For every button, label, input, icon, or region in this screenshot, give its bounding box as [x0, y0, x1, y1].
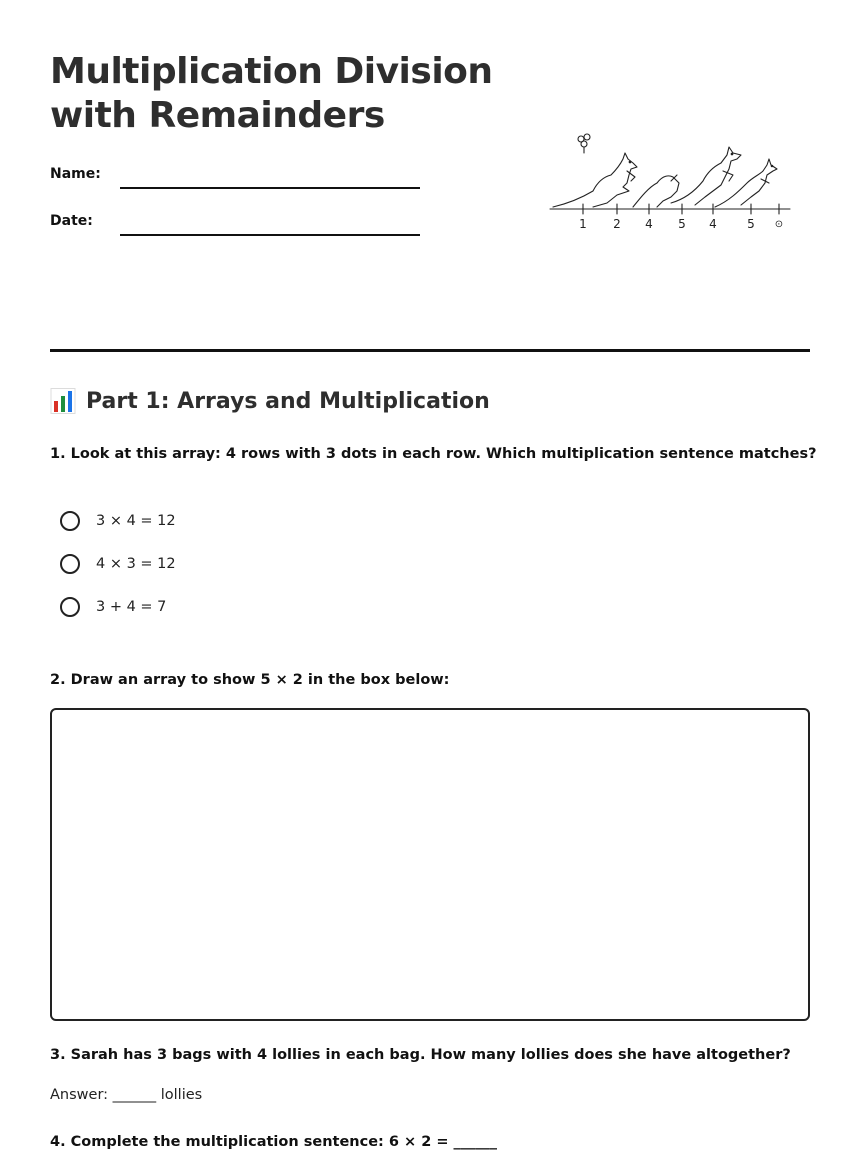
date-field[interactable] — [120, 234, 420, 236]
kangaroo-icon — [715, 159, 777, 207]
part1-heading — [50, 388, 490, 414]
number-line-label: 4 — [645, 217, 653, 231]
name-field[interactable] — [120, 187, 420, 189]
option-label: 3 + 4 = 7 — [96, 599, 167, 615]
option-3[interactable] — [60, 597, 166, 617]
number-line-label: 5 — [678, 217, 686, 231]
radio-button[interactable] — [60, 511, 80, 531]
kangaroo-icon — [671, 147, 741, 205]
part1-title: Part 1: Arrays and Multiplication — [86, 388, 490, 414]
section-divider — [50, 349, 810, 352]
number-line-label: 1 — [579, 217, 587, 231]
number-line-label: 5 — [747, 217, 755, 231]
number-line-label: 4 — [709, 217, 717, 231]
date-label: Date: — [50, 213, 93, 229]
flower-icon — [578, 134, 590, 153]
kangaroo-icon — [553, 153, 637, 207]
answer-field[interactable]: Answer: ______ lollies — [50, 1087, 203, 1103]
number-line-label: 2 — [613, 217, 621, 231]
name-label: Name: — [50, 166, 101, 182]
drawing-box[interactable] — [50, 708, 810, 1021]
option-label: 3 × 4 = 12 — [96, 513, 176, 529]
option-1[interactable] — [60, 511, 176, 531]
page-title — [50, 50, 493, 138]
number-line-label: ⊙ — [774, 219, 784, 230]
title-line-1: Multiplication Division — [50, 51, 493, 92]
question-2: 2. Draw an array to show 5 × 2 in the box below: — [50, 672, 450, 688]
kangaroos-on-number-line-icon — [545, 125, 795, 240]
question-1: 1. Look at this array: 4 rows with 3 dots in each row. Which multiplication sentence matches? — [50, 446, 817, 462]
radio-button[interactable] — [60, 554, 80, 574]
radio-button[interactable] — [60, 597, 80, 617]
option-label: 4 × 3 = 12 — [96, 556, 176, 572]
question-4: 4. Complete the multiplication sentence: 6 × 2 = ______ — [50, 1134, 498, 1150]
option-2[interactable] — [60, 554, 176, 574]
question-3: 3. Sarah has 3 bags with 4 lollies in each bag. How many lollies does she have altogether? — [50, 1047, 791, 1063]
title-line-2: with Remainders — [50, 95, 385, 136]
bar-chart-icon — [50, 388, 76, 414]
